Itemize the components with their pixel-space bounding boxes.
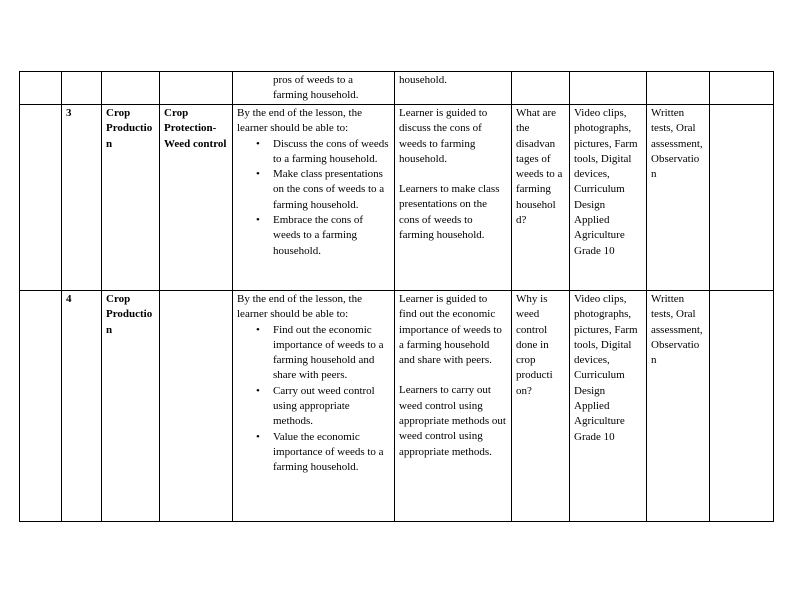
resources-cell	[570, 72, 647, 105]
outcome-item: • Embrace the cons of weeds to a farming household.	[256, 214, 364, 257]
experience-paragraph: Learners to make class presentations on the cons of weeds to farming household.	[399, 183, 500, 242]
assessment-methods: Written tests, Oral assessment, Observatio n	[647, 291, 710, 522]
experience-paragraph: Learner is guided to discuss the cons of weeds to farming household.	[399, 107, 488, 165]
week-number: 3	[62, 105, 102, 291]
outcome-item: • Find out the economic importance of weeds to a farming household and share with peers.	[256, 323, 384, 382]
scheme-of-work-table	[19, 71, 774, 522]
bullet-icon: •	[256, 430, 260, 443]
lesson-cell	[20, 72, 62, 105]
experience-continuation-line: household.	[399, 74, 447, 86]
learning-experiences-cell	[395, 291, 512, 522]
outcomes-list	[237, 137, 390, 259]
outcomes-intro: By the end of the lesson, the learner should be able to:	[237, 293, 362, 321]
outcome-item: • Carry out weed control using appropriate methods.	[256, 384, 375, 428]
sub-strand-cell	[160, 72, 233, 105]
reflection-cell	[710, 291, 774, 522]
week-number: 4	[62, 291, 102, 522]
bullet-icon: •	[256, 384, 260, 397]
outcome-item: • Value the economic importance of weeds to a farming household.	[256, 430, 384, 474]
strand-name: Crop Productio n	[102, 105, 160, 291]
assessment-methods: Written tests, Oral assessment, Observatio n	[647, 105, 710, 291]
outcome-item: • Discuss the cons of weeds to a farming household.	[256, 137, 389, 165]
key-inquiry-question: What are the disadvan tages of weeds to a farming househol d?	[512, 105, 570, 291]
lesson-cell	[20, 105, 62, 291]
table-row-continuation	[20, 72, 774, 105]
bullet-icon: •	[256, 214, 260, 227]
reflection-cell	[710, 72, 774, 105]
outcome-item: • Make class presentations on the cons of weeds to a farming household.	[256, 168, 385, 211]
outcomes-list	[237, 323, 390, 476]
learning-outcomes-cell	[233, 72, 395, 105]
outcome-continuation-line: farming household.	[273, 89, 359, 102]
strand-cell	[102, 72, 160, 105]
outcome-continuation-line: pros of weeds to a	[273, 74, 354, 86]
learning-outcomes-cell	[233, 105, 395, 291]
sub-strand-name	[160, 291, 233, 522]
lesson-cell	[20, 291, 62, 522]
learning-experiences-cell	[395, 105, 512, 291]
outcomes-intro: By the end of the lesson, the learner should be able to:	[237, 107, 362, 135]
table-row-week-4	[20, 291, 774, 522]
bullet-icon: •	[256, 168, 260, 181]
reflection-cell	[710, 105, 774, 291]
learning-resources: Video clips, photographs, pictures, Farm tools, Digital devices, Curriculum Design Applied Agriculture Grade 10	[570, 105, 647, 291]
strand-name: Crop Productio n	[102, 291, 160, 522]
week-cell	[62, 72, 102, 105]
experience-paragraph: Learners to carry out weed control using appropriate methods out weed control using appropriate methods.	[399, 384, 506, 458]
learning-experiences-cell	[395, 72, 512, 105]
sub-strand-name: Crop Protection- Weed control	[160, 105, 233, 291]
bullet-icon: •	[256, 137, 260, 150]
table-row-week-3	[20, 105, 774, 291]
learning-resources: Video clips, photographs, pictures, Farm tools, Digital devices, Curriculum Design Applied Agriculture Grade 10	[570, 291, 647, 522]
bullet-icon: •	[256, 323, 260, 336]
key-inquiry-cell	[512, 72, 570, 105]
key-inquiry-question: Why is weed control done in crop producti on?	[512, 291, 570, 522]
learning-outcomes-cell	[233, 291, 395, 522]
assessment-cell	[647, 72, 710, 105]
experience-paragraph: Learner is guided to find out the economic importance of weeds to a farming household and share with peers.	[399, 293, 502, 367]
